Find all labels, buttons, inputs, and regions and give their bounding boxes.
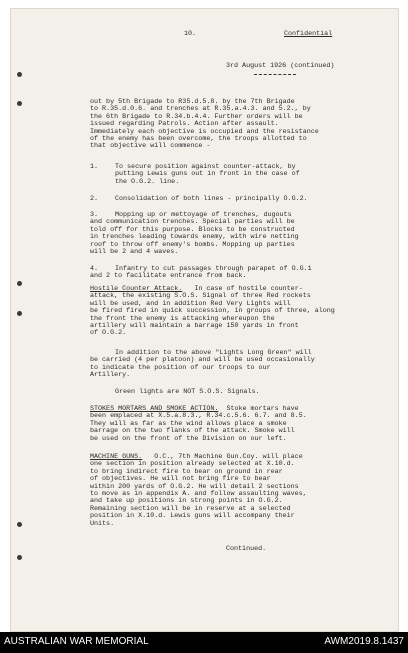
text-line: of O.G.2.: [90, 329, 127, 338]
text-line: Infantry to cut passages through parapet of O.G.1: [115, 265, 312, 273]
lights-paragraph: [90, 350, 315, 380]
punch-hole: [17, 311, 22, 316]
text-line: and take up positions in strong points in O.G.2.: [90, 497, 283, 506]
text-line: out by 5th Brigade to R35.d.5.8. by the 7th Brigade: [90, 98, 295, 106]
punch-hole: [17, 72, 22, 77]
text-line: position in X.10.d. Lewis guns will accompany their: [90, 512, 295, 521]
text-line: issued regarding Patrols. Action after assault.: [90, 120, 279, 129]
text-line: roof to throw off enemy's bombs. Mopping up parties: [90, 240, 295, 249]
punch-hole: [17, 281, 22, 286]
item-3-text: [90, 212, 299, 256]
text-line: In case of hostile counter-: [194, 285, 303, 293]
item-4-text: [90, 266, 312, 281]
text-line: of objectives. He will not bring fire to bear: [90, 475, 271, 484]
text-line: be carried (4 per platoon) and will be used occasionally: [90, 356, 315, 365]
item-number: 3.: [90, 211, 99, 219]
punch-hole: [17, 101, 22, 106]
text-line: told off for this purpose. Blocks to be constructed: [90, 225, 295, 234]
text-line: O.C., 7th Machine Gun.Coy. will place: [154, 453, 303, 461]
archive-reference: AWM2019.8.1437: [324, 636, 404, 647]
text-line: In addition to the above "Lights Long Green" will: [115, 349, 312, 357]
text-line: artillery will maintain a barrage 150 yards in front: [90, 322, 299, 331]
stokes-mortars-section: [90, 406, 307, 443]
text-line: attack, the existing S.O.S. Signal of three Red rockets: [90, 292, 311, 301]
continued-label: Continued.: [226, 545, 267, 553]
machine-guns-heading: MACHINE GUNS.: [90, 453, 143, 461]
text-line: that objective will commence -: [90, 142, 211, 151]
text-line: been emplaced at X.5.a.8.3., R.34.c.5.6. 6.7. and 8.5.: [90, 412, 307, 421]
text-line: the 6th Brigade to R.34.b.4.4. Further orders will be: [90, 112, 303, 121]
text-line: one section in position already selected at X.10.d.: [90, 460, 295, 469]
text-line: to indicate the position of our troops to our: [90, 363, 271, 372]
archive-footer: [0, 632, 408, 653]
intro-paragraph: [90, 99, 319, 151]
text-line: Units.: [90, 519, 115, 528]
item-2-text: [115, 196, 308, 203]
text-line: and 2 to facilitate entrance from back.: [90, 272, 247, 281]
item-number: 2.: [90, 195, 99, 203]
text-line: to R.35.d.0.6. and trenches at R.35.a.4.3. and 5.2., by: [90, 105, 311, 114]
hostile-attack-heading: Hostile Counter Attack.: [90, 285, 183, 293]
page-number: 10.: [184, 30, 197, 38]
text-line: Remaining section will be in reserve at a selected: [90, 504, 291, 513]
machine-guns-section: [90, 454, 307, 528]
text-line: will be used, and in addition Red Very Lights will: [90, 299, 291, 308]
item-number: 1.: [90, 163, 99, 171]
text-line: to bring indirect fire to bear on ground in rear: [90, 467, 283, 476]
text-line: They will as far as the wind allows place a smoke: [90, 419, 287, 428]
text-line: To secure position against counter-attack, by: [115, 163, 296, 171]
text-line: to move as in appendix A. and follow assaulting waves,: [90, 490, 307, 499]
text-line: barrage on the two flanks of the attack. Smoke will: [90, 427, 295, 436]
text-line: will be 2 and 4 waves.: [90, 248, 179, 257]
green-lights-note: Green lights are NOT S.O.S. Signals.: [115, 388, 260, 396]
hostile-attack-section: [90, 286, 335, 338]
punch-hole: [17, 522, 22, 527]
text-line: in trenches leading towards enemy, with wire netting: [90, 233, 299, 242]
item-number: 4.: [90, 265, 99, 273]
text-line: be used on the front of the Division on our left.: [90, 434, 287, 443]
document-date: 3rd August 1926 (continued): [226, 62, 335, 70]
text-line: Artillery.: [90, 371, 131, 380]
text-line: of the enemy has been overcome, the troops allotted to: [90, 135, 307, 144]
text-line: Immediately each objective is occupied and the resistance: [90, 127, 319, 136]
text-line: the front the enemy is attacking whereupon the: [90, 314, 275, 323]
institution-label: AUSTRALIAN WAR MEMORIAL: [4, 636, 149, 647]
text-line: be fired fired in quick succession, in groups of three, along: [90, 307, 335, 316]
text-line: putting Lewis guns out in front in the case of: [115, 170, 300, 179]
text-line: and communication trenches. Special parties will be: [90, 218, 295, 227]
date-underline: [254, 74, 296, 75]
item-1-text: [115, 164, 300, 186]
stokes-mortars-heading: STOKES MORTARS AND SMOKE ACTION.: [90, 405, 219, 413]
text-line: Stoke mortars have: [226, 405, 299, 413]
text-line: Consolidation of both lines - principally O.G.2.: [115, 195, 308, 203]
text-line: Mopping up or mettoyage of trenches, dugouts: [115, 211, 292, 219]
classification-label: Confidential: [284, 30, 333, 38]
punch-hole: [17, 555, 22, 560]
text-line: the O.G.2. line.: [115, 177, 180, 186]
text-line: within 200 yards of O.G.2. He will detail 2 sections: [90, 482, 299, 491]
